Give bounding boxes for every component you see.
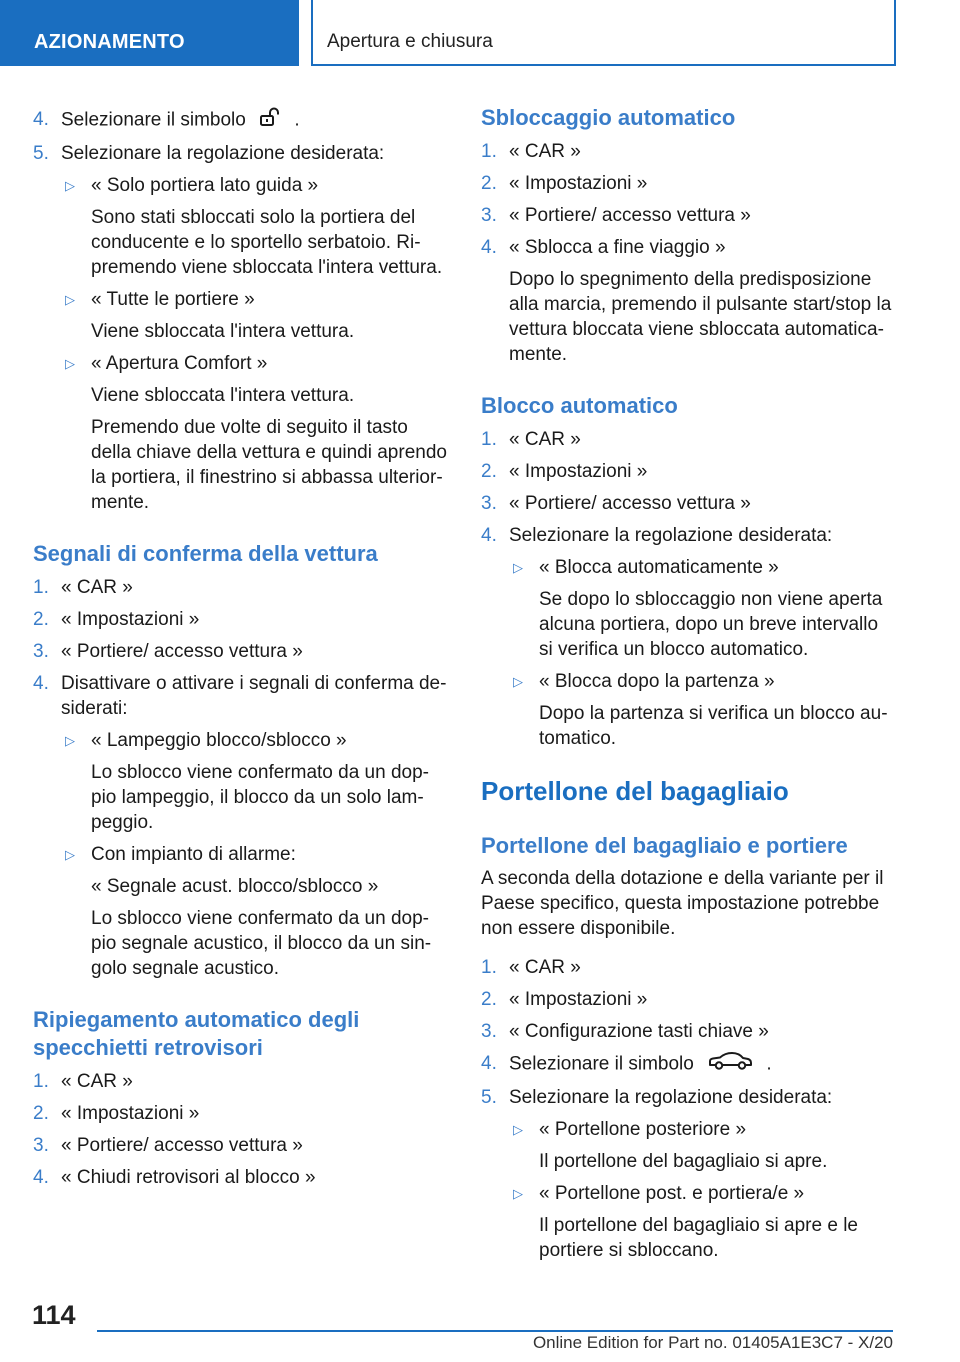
list-item [481, 1085, 897, 1110]
step-number: 1. [33, 577, 49, 598]
list-item [33, 607, 447, 632]
triangle-right-icon: ▷ [65, 847, 75, 862]
option-label: « Blocca dopo la partenza » [539, 671, 775, 692]
step-number: 3. [33, 641, 49, 662]
option-description: Il portellone del bagagliaio si apre. [539, 1151, 828, 1172]
step-text: « Portiere/ accesso vettura » [61, 641, 303, 662]
option-item [33, 173, 447, 198]
triangle-right-icon: ▷ [513, 674, 523, 689]
step-text: Selezionare la regolazione desiderata: [509, 525, 833, 546]
step-number: 2. [481, 989, 497, 1010]
option-label: « Lampeggio blocco/sblocco » [91, 730, 347, 751]
step-number: 3. [481, 493, 497, 514]
list-item [481, 987, 897, 1012]
list-item [33, 1069, 447, 1094]
triangle-right-icon: ▷ [513, 1186, 523, 1201]
list-item [481, 1019, 897, 1044]
step-text: « Portiere/ accesso vettura » [509, 205, 751, 226]
section-tab: AZIONAMENTO [0, 0, 299, 66]
option-item [481, 1181, 897, 1206]
list-item [481, 1051, 897, 1078]
step-text: Selezionare la regolazione desiderata: [61, 143, 385, 164]
triangle-right-icon: ▷ [513, 1122, 523, 1137]
step-number: 5. [33, 143, 49, 164]
step-number: 4. [33, 109, 49, 130]
section-heading: Sbloccaggio automatico [481, 105, 736, 130]
section-heading: Ripiegamento automatico degli specchietti retrovisori [33, 1007, 360, 1060]
step-number: 1. [481, 957, 497, 978]
step-text-end: . [294, 109, 300, 131]
step-text: « Chiudi retrovisori al blocco » [61, 1167, 316, 1188]
option-description: Se dopo lo sbloccaggio non viene aperta alcuna portiera, dopo un breve intervallo si verifica un blocco automatico. [539, 589, 883, 660]
step-number: 2. [33, 609, 49, 630]
step-number: 4. [481, 525, 497, 546]
right-column [481, 100, 897, 1270]
step-text: « Impostazioni » [509, 461, 648, 482]
option-label: « Portellone posteriore » [539, 1119, 747, 1140]
step-text: Selezionare il simbolo [509, 1053, 694, 1075]
list-item [33, 107, 447, 134]
step-text: Disattivare o attivare i segnali di conferma desiderati: [61, 673, 447, 719]
option-description: Viene sbloccata l'intera vettura. [91, 321, 355, 342]
step-text: « CAR » [509, 141, 581, 162]
step-text: « Impostazioni » [61, 609, 200, 630]
triangle-right-icon: ▷ [65, 292, 75, 307]
step-text: « Impostazioni » [509, 173, 648, 194]
list-item [481, 235, 897, 260]
step-number: 1. [33, 1071, 49, 1092]
footer-divider [97, 1330, 893, 1332]
step-number: 4. [481, 237, 497, 258]
option-item [481, 555, 897, 580]
step-text: « CAR » [61, 1071, 133, 1092]
list-item [33, 141, 447, 166]
triangle-right-icon: ▷ [65, 356, 75, 371]
option-item [33, 842, 447, 867]
step-number: 3. [481, 1021, 497, 1042]
option-description: Dopo la partenza si verifica un blocco automatico. [539, 703, 888, 749]
list-item [481, 139, 897, 164]
step-text: « CAR » [61, 577, 133, 598]
list-item [481, 171, 897, 196]
option-description: Sono stati sbloccati solo la portiera del conducente e lo sportello serbatoio. Ripremendo viene sbloccata l'intera vettura. [91, 207, 443, 278]
option-description: Lo sblocco viene confermato da un doppio lampeggio, il blocco da un solo lampeggio. [91, 762, 429, 833]
list-item [33, 639, 447, 664]
option-label: « Solo portiera lato guida » [91, 175, 319, 196]
footer-edition: Online Edition for Part no. 01405A1E3C7 - X/20 [532, 1333, 893, 1352]
step-description-text: Dopo lo spegnimento della predisposizione alla marcia, premendo il pulsante start/stop la vettura bloccata viene sbloccata automaticamente. [509, 269, 892, 365]
car-icon [707, 1051, 753, 1078]
list-item [33, 1133, 447, 1158]
step-text: « Portiere/ accesso vettura » [61, 1135, 303, 1156]
unlock-icon [259, 107, 281, 134]
chapter-title: Apertura e chiusura [311, 0, 896, 66]
list-item [481, 491, 897, 516]
option-item [481, 669, 897, 694]
option-description: Viene sbloccata l'intera vettura. [91, 385, 355, 406]
option-item [33, 728, 447, 753]
step-text: « Impostazioni » [509, 989, 648, 1010]
chapter-heading: Portellone del bagagliaio [481, 776, 789, 806]
step-text: « Portiere/ accesso vettura » [509, 493, 751, 514]
list-item [481, 955, 897, 980]
step-text: Selezionare il simbolo [61, 109, 246, 131]
step-number: 5. [481, 1087, 497, 1108]
step-text: « Sblocca a fine viaggio » [509, 237, 726, 258]
section-heading: Blocco automatico [481, 393, 678, 418]
step-number: 1. [481, 141, 497, 162]
step-number: 4. [33, 1167, 49, 1188]
step-number: 4. [481, 1053, 497, 1074]
step-number: 3. [481, 205, 497, 226]
step-description [481, 267, 897, 367]
intro-paragraph: A seconda della dotazione e della variante per il Paese specifico, questa impostazione potrebbe non essere disponibile. [481, 868, 884, 939]
step-number: 4. [33, 673, 49, 694]
option-item [33, 351, 447, 376]
option-description: Premendo due volte di seguito il tasto della chiave della vettura e quindi aprendo la portiera, il finestrino si abbassa ulteriormente. [91, 417, 447, 513]
page-number: 114 [32, 1300, 76, 1330]
option-label: Con impianto di allarme: [91, 844, 296, 865]
list-item [33, 671, 447, 721]
list-item [481, 459, 897, 484]
section-heading: Segnali di conferma della vettura [33, 541, 378, 566]
option-label: « Apertura Comfort » [91, 353, 268, 374]
list-item [481, 203, 897, 228]
option-label: « Blocca automaticamente » [539, 557, 779, 578]
option-sub-label: « Segnale acust. blocco/sblocco » [91, 876, 379, 897]
list-item [481, 523, 897, 548]
option-item [481, 1117, 897, 1142]
option-label: « Tutte le portiere » [91, 289, 255, 310]
list-item [33, 1101, 447, 1126]
left-column [33, 100, 447, 1197]
page-header [0, 0, 960, 66]
list-item [33, 575, 447, 600]
option-description: Il portellone del bagagliaio si apre e le portiere si sbloccano. [539, 1215, 858, 1261]
step-text: « CAR » [509, 429, 581, 450]
step-text: « Impostazioni » [61, 1103, 200, 1124]
step-number: 2. [481, 173, 497, 194]
step-text-end: . [766, 1053, 772, 1075]
triangle-right-icon: ▷ [65, 178, 75, 193]
step-text: « CAR » [509, 957, 581, 978]
option-description: Lo sblocco viene confermato da un doppio segnale acustico, il blocco da un singolo segnale acustico. [91, 908, 432, 979]
step-number: 2. [481, 461, 497, 482]
section-heading: Portellone del bagagliaio e portiere [481, 833, 848, 858]
list-item [33, 1165, 447, 1190]
step-text: « Configurazione tasti chiave » [509, 1021, 769, 1042]
step-text: Selezionare la regolazione desiderata: [509, 1087, 833, 1108]
option-item [33, 287, 447, 312]
triangle-right-icon: ▷ [65, 733, 75, 748]
step-number: 2. [33, 1103, 49, 1124]
option-label: « Portellone post. e portiera/e » [539, 1183, 805, 1204]
step-number: 1. [481, 429, 497, 450]
list-item [481, 427, 897, 452]
triangle-right-icon: ▷ [513, 560, 523, 575]
step-number: 3. [33, 1135, 49, 1156]
